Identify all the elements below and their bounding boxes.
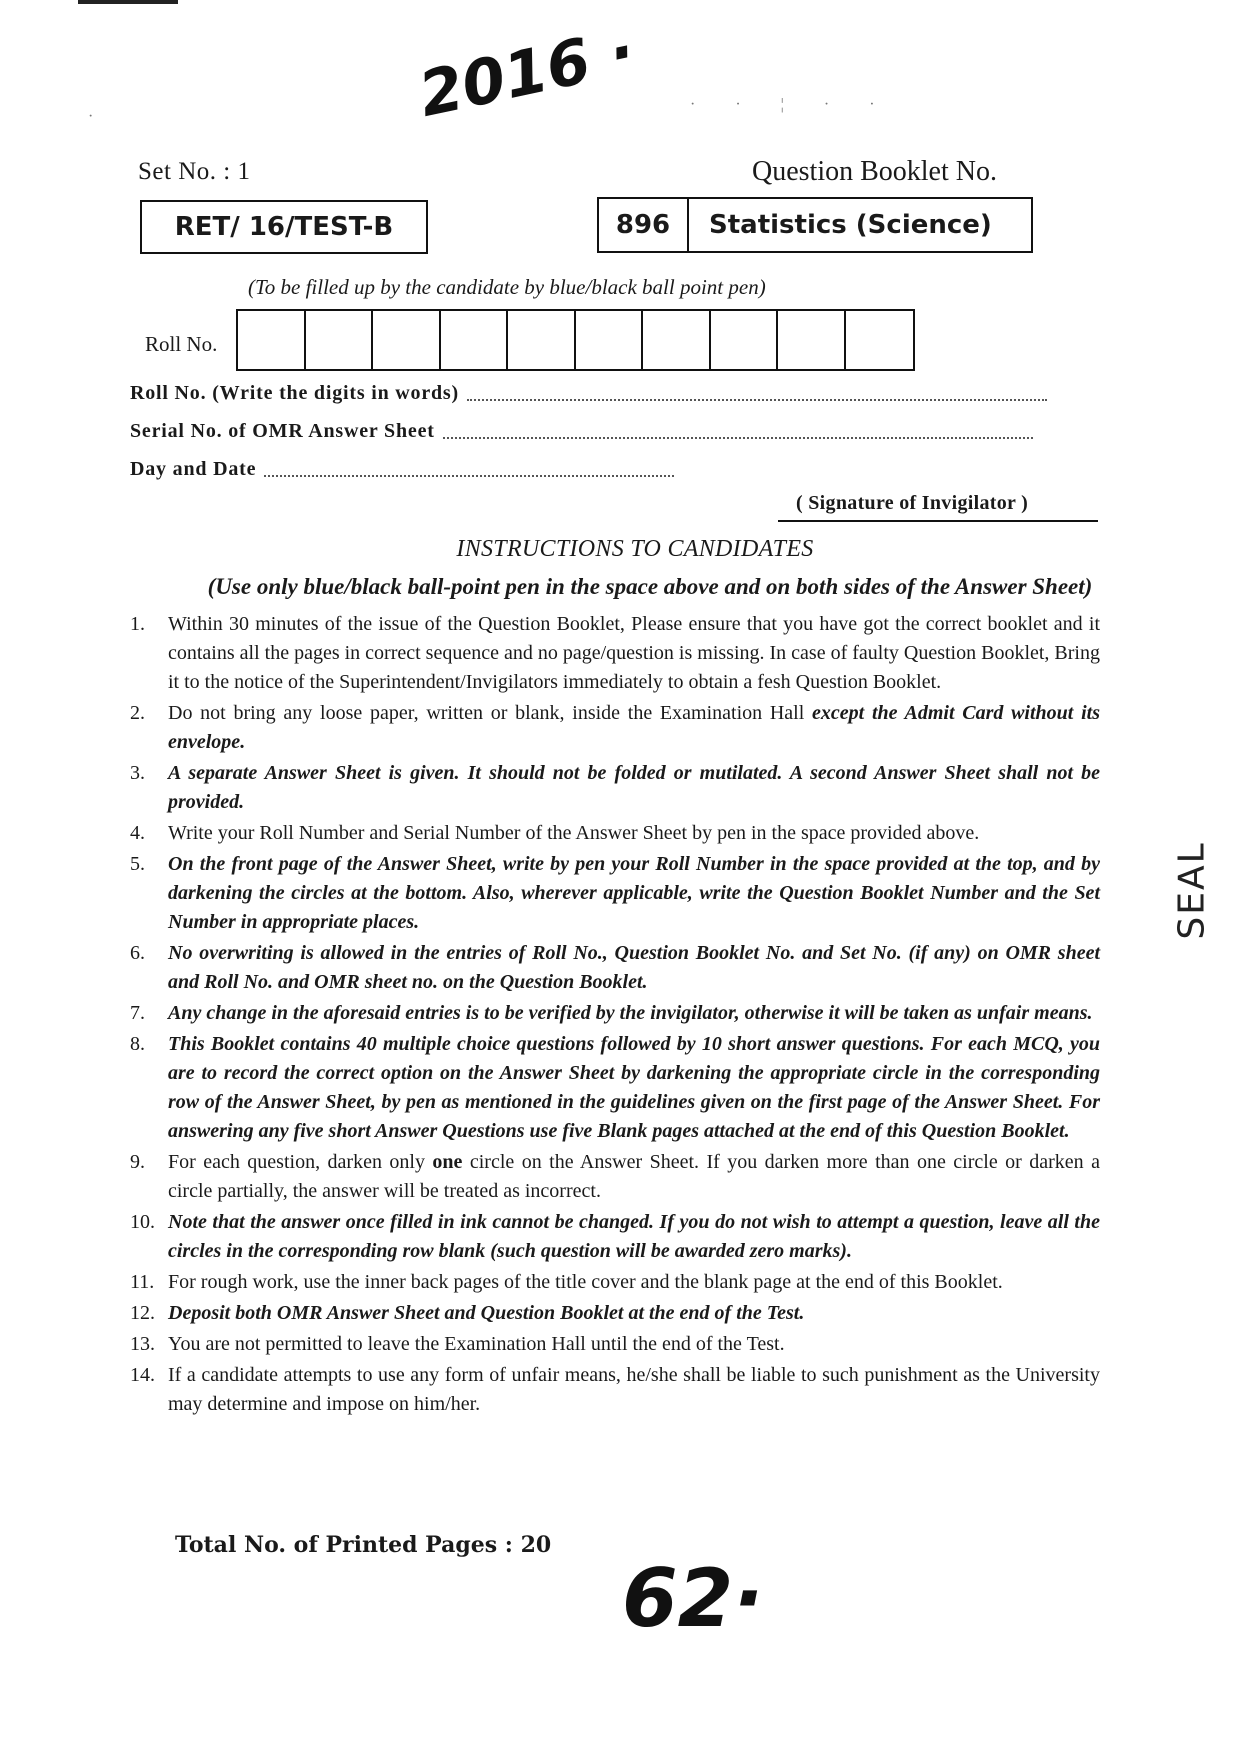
instruction-item (130, 999, 1100, 1028)
total-printed-pages: Total No. of Printed Pages : 20 (175, 1532, 552, 1558)
test-code-box (140, 200, 428, 254)
omr-serial-field[interactable] (130, 420, 1033, 443)
instructions-subheading: (Use only blue/black ball-point pen in the space above and on both sides of the Answer Sheet) (207, 574, 1093, 599)
item-text-plain: circle on the Answer Sheet. If you darken more than one circle or darken a circle partially, the answer will be treated as incorrect. (168, 1151, 1100, 1202)
roll-digit-box[interactable] (778, 311, 846, 369)
roll-digit-box[interactable] (576, 311, 644, 369)
roll-digit-box[interactable] (306, 311, 374, 369)
roll-digit-box[interactable] (238, 311, 306, 369)
item-text: Write your Roll Number and Serial Number of the Answer Sheet by pen in the space provided above. (168, 822, 980, 844)
item-text: A separate Answer Sheet is given. It should not be folded or mutilated. A second Answer Sheet shall not be provided. (168, 762, 1100, 813)
instruction-item (130, 1268, 1100, 1297)
roll-no-words-field[interactable] (130, 382, 1047, 405)
item-text: On the front page of the Answer Sheet, write by pen your Roll Number in the space provided at the top, and by darkening the circles at the bottom. Also, wherever applicable, write the Question Booklet Number and the Set Number in appropriate places. (168, 853, 1100, 933)
seal-stamp: SEAL (1171, 841, 1213, 940)
set-number: Set No. : 1 (138, 158, 251, 185)
dotted-line (443, 436, 1033, 439)
day-date-field[interactable] (130, 458, 674, 481)
day-date-label: Day and Date (130, 458, 257, 480)
item-number: 3. (130, 762, 145, 784)
item-text: If a candidate attempts to use any form of unfair means, he/she shall be liable to such punishment as the University may determine and impose on him/her. (168, 1364, 1100, 1415)
item-text-plain: Do not bring any loose paper, written or blank, inside the Examination Hall (168, 702, 813, 724)
item-text: Any change in the aforesaid entries is to be verified by the invigilator, otherwise it will be taken as unfair means. (168, 1002, 1093, 1024)
dotted-line (467, 398, 1047, 401)
instruction-item (130, 1361, 1100, 1419)
roll-digit-box[interactable] (846, 311, 914, 369)
signature-line (778, 520, 1098, 522)
instruction-item (130, 1030, 1100, 1146)
item-text-bold: one (432, 1151, 463, 1173)
instruction-item (130, 610, 1100, 697)
test-code: RET/ 16/TEST-B (174, 212, 394, 242)
item-text-plain: For each question, darken only (168, 1151, 433, 1173)
roll-digit-box[interactable] (508, 311, 576, 369)
item-text: Deposit both OMR Answer Sheet and Question Booklet at the end of the Test. (168, 1302, 805, 1324)
instruction-item (130, 1148, 1100, 1206)
item-number: 9. (130, 1151, 145, 1173)
item-text: Within 30 minutes of the issue of the Question Booklet, Please ensure that you have got the correct booklet and it contains all the pages in correct sequence and no page/question is missing. In case of faulty Question Booklet, Bring it to the notice of the Superintendent/Invigilators immediately to obtain a fesh Question Booklet. (168, 613, 1100, 693)
instruction-item (130, 850, 1100, 937)
item-number: 7. (130, 1002, 145, 1024)
item-text-emphasis: except the Admit Card without its envelope. (168, 702, 1100, 753)
subject-box (597, 197, 1033, 253)
item-number: 12. (130, 1302, 155, 1324)
instruction-item (130, 939, 1100, 997)
handwritten-page-mark: 62· (622, 1552, 764, 1645)
instruction-item (130, 1330, 1100, 1359)
scan-edge-mark (78, 0, 178, 4)
instruction-item (130, 819, 1100, 848)
instruction-item (130, 699, 1100, 757)
question-booklet-label: Question Booklet No. (752, 156, 997, 187)
roll-no-words-label: Roll No. (Write the digits in words) (130, 382, 459, 404)
item-number: 10. (130, 1211, 155, 1233)
roll-digit-box[interactable] (373, 311, 441, 369)
item-number: 1. (130, 613, 145, 635)
item-text: No overwriting is allowed in the entries of Roll No., Question Booklet No. and Set No. (if any) on OMR sheet and Roll No. and OMR sheet no. on the Question Booklet. (168, 942, 1100, 993)
dotted-line (264, 474, 674, 477)
subject-code: 896 (599, 199, 689, 251)
roll-no-label: Roll No. (145, 332, 218, 356)
item-text: Note that the answer once filled in ink cannot be changed. If you do not wish to attempt a question, leave all the circles in the corresponding row blank (such question will be awarded zero marks). (168, 1211, 1100, 1262)
item-number: 14. (130, 1364, 155, 1386)
item-number: 5. (130, 853, 145, 875)
invigilator-signature-label: ( Signature of Invigilator ) (796, 492, 1029, 514)
item-number: 2. (130, 702, 145, 724)
item-text (168, 1148, 1100, 1206)
omr-serial-label: Serial No. of OMR Answer Sheet (130, 420, 435, 442)
instruction-item (130, 1299, 1100, 1328)
item-number: 13. (130, 1333, 155, 1355)
handwritten-year: 2016 · (412, 14, 641, 132)
roll-digit-box[interactable] (643, 311, 711, 369)
item-number: 6. (130, 942, 145, 964)
instructions-heading: INSTRUCTIONS TO CANDIDATES (456, 536, 814, 562)
item-number: 11. (130, 1271, 155, 1293)
item-text: This Booklet contains 40 multiple choice questions followed by 10 short answer questions. For each MCQ, you are to record the correct option on the Answer Sheet by darkening the appropriate circle in the corresponding row of the Answer Sheet, by pen as mentioned in the guidelines given on the first page of the Answer Sheet. For answering any five short Answer Questions use five Blank pages attached at the end of this Question Booklet. (168, 1033, 1100, 1142)
scan-noise: · (88, 108, 112, 125)
instructions-list (130, 610, 1100, 1421)
item-text (168, 699, 1100, 757)
item-text: You are not permitted to leave the Examination Hall until the end of the Test. (168, 1333, 785, 1355)
roll-digit-box[interactable] (711, 311, 779, 369)
item-text: For rough work, use the inner back pages of the title cover and the blank page at the end of this Booklet. (168, 1271, 1003, 1293)
item-number: 4. (130, 822, 145, 844)
roll-digit-box[interactable] (441, 311, 509, 369)
instruction-item (130, 1208, 1100, 1266)
fill-note: (To be filled up by the candidate by blue/black ball point pen) (248, 275, 766, 299)
instruction-item (130, 759, 1100, 817)
roll-no-grid[interactable] (236, 309, 915, 371)
subject-name: Statistics (Science) (709, 210, 992, 240)
item-number: 8. (130, 1033, 145, 1055)
scan-noise: · · ¦ · · (690, 96, 893, 113)
